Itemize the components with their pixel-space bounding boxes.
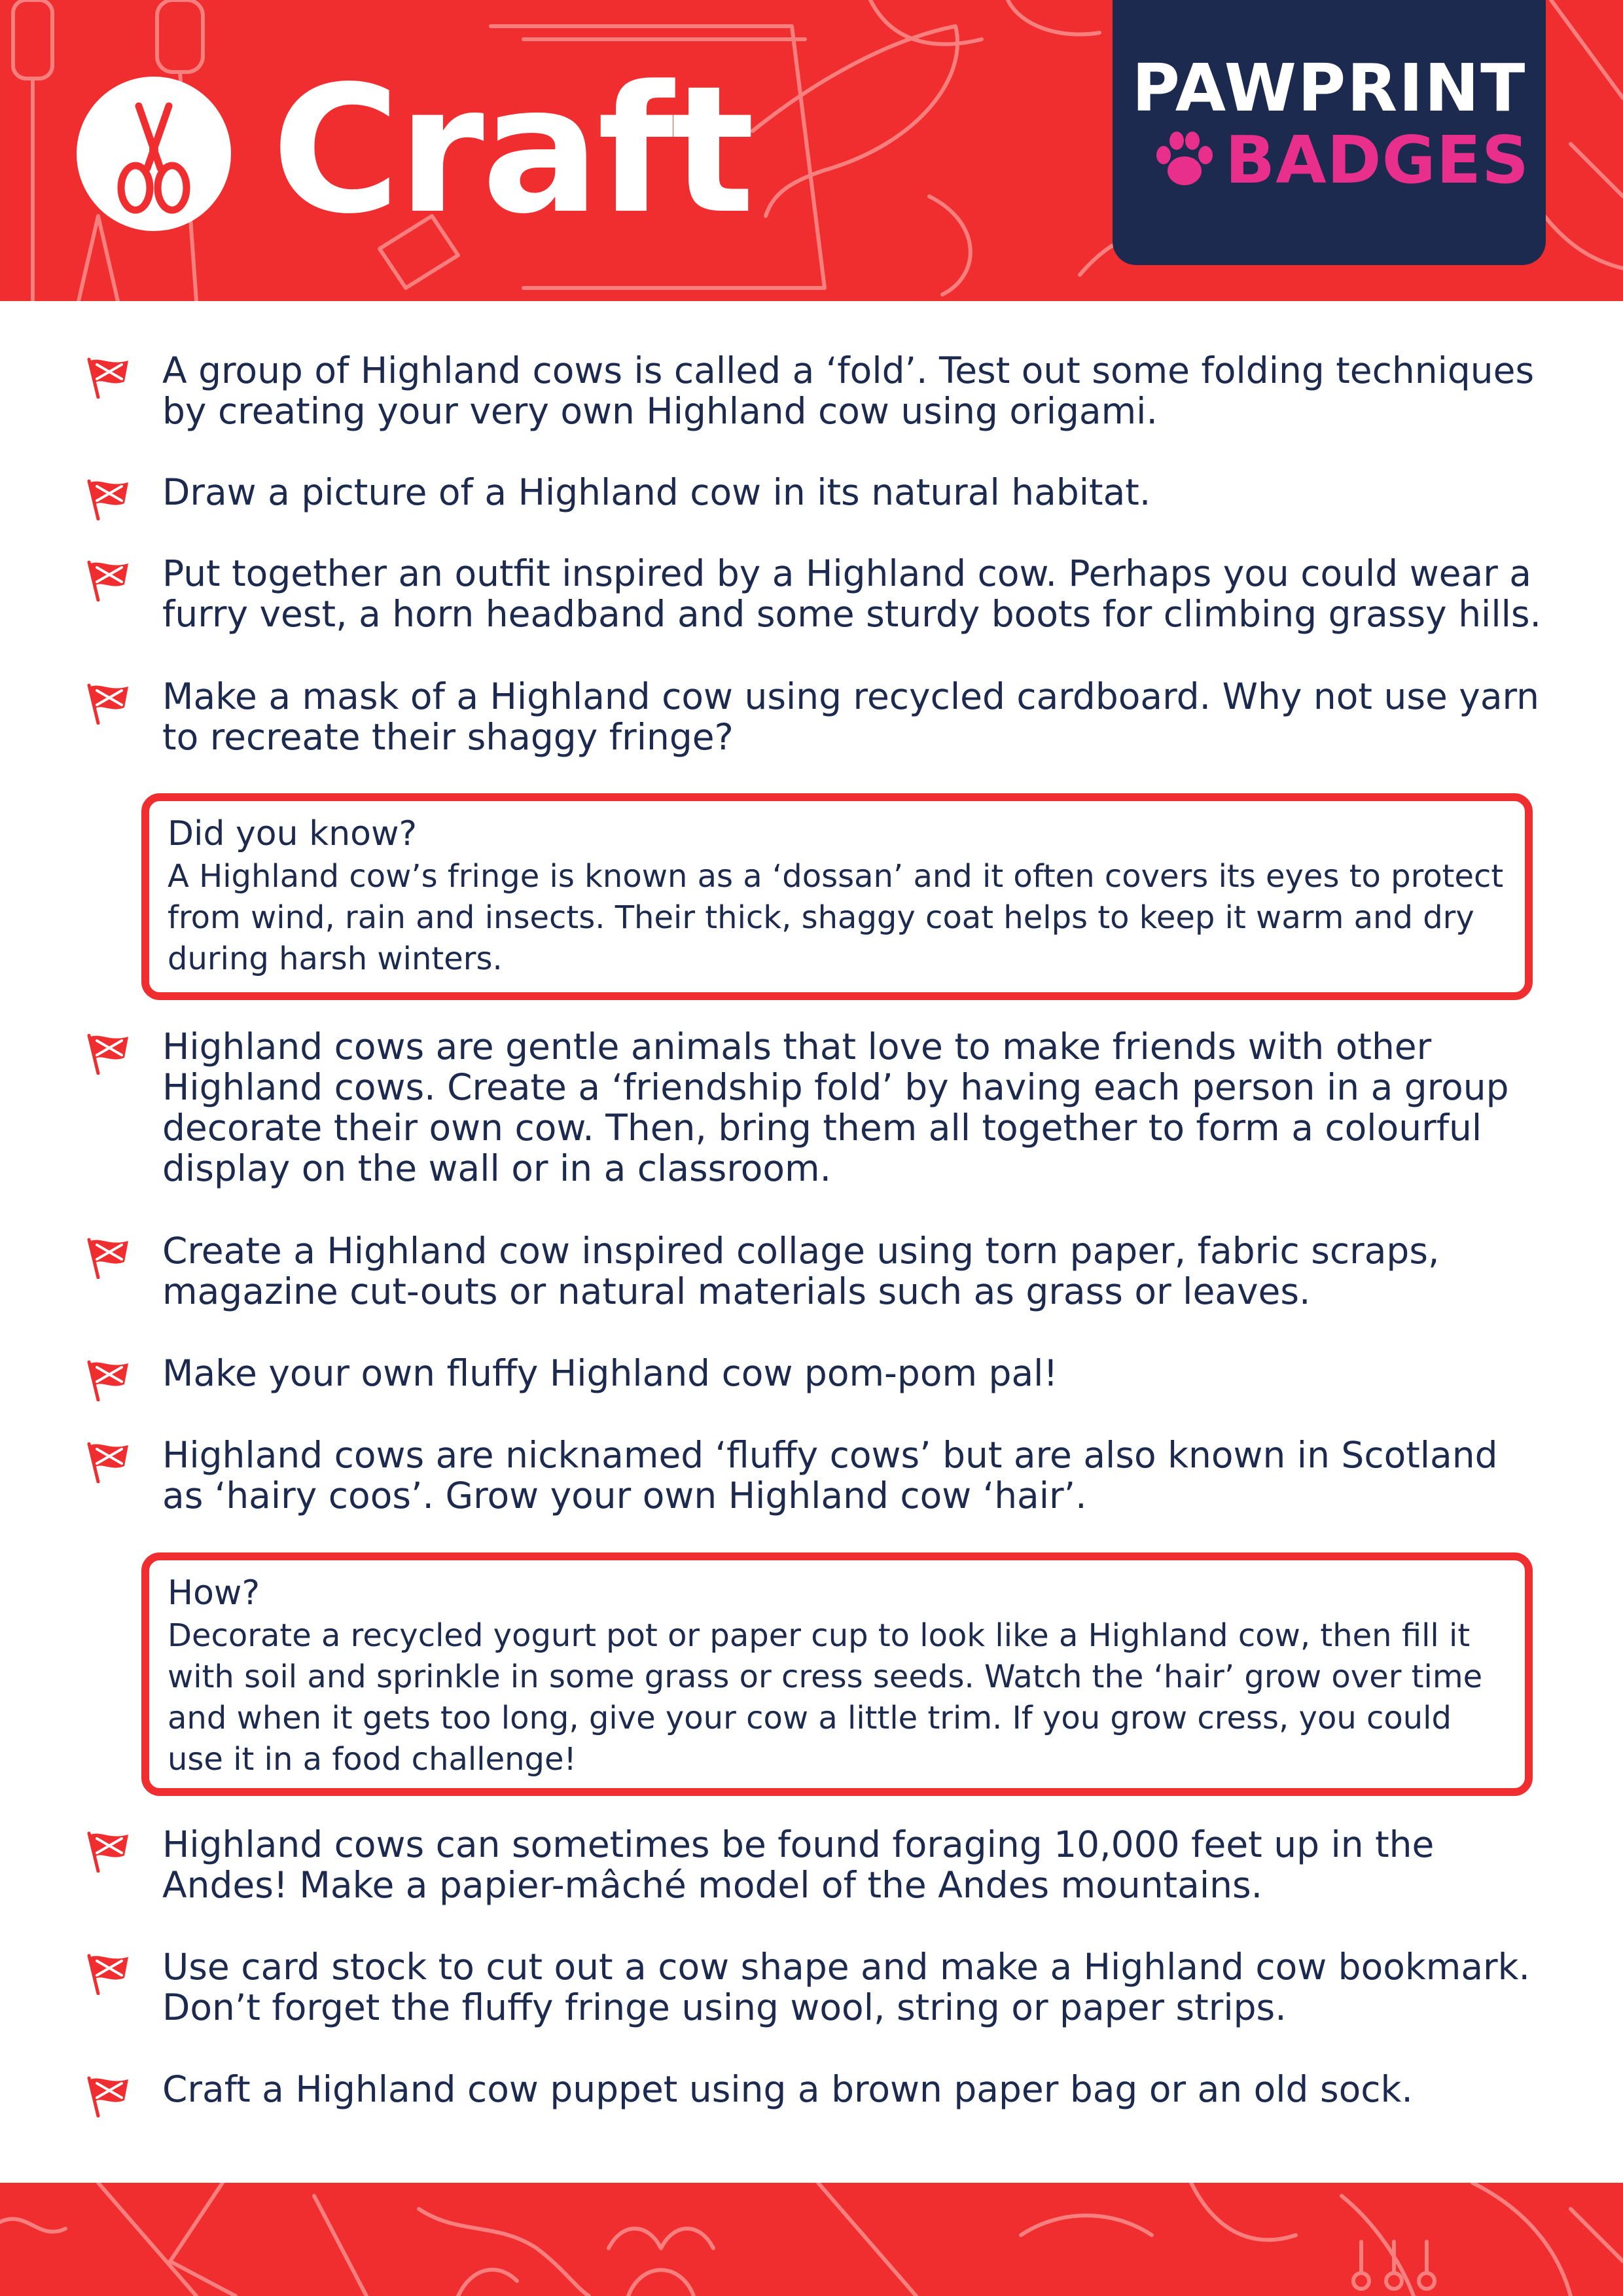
activity-text: Highland cows are nicknamed ‘fluffy cows’ but are also known in Scotland as ‘hairy coos’. Grow your own Highland cow ‘hair’. — [162, 1434, 1498, 1516]
page-title: Craft — [272, 48, 753, 253]
brand-name-line2-group — [1152, 121, 1544, 200]
flag-icon — [85, 1236, 132, 1279]
did-you-know-box — [141, 793, 1533, 1000]
scissors-icon — [77, 77, 231, 231]
activity-text: Draw a picture of a Highland cow in its natural habitat. — [162, 471, 1151, 513]
page-header — [0, 0, 1623, 301]
flag-icon — [85, 1952, 132, 1995]
activity-text: Create a Highland cow inspired collage using torn paper, fabric scraps, magazine cut-outs or natural materials such as grass or leaves. — [162, 1230, 1440, 1312]
paw-icon — [1152, 130, 1217, 190]
activity-text: A group of Highland cows is called a ‘fold’. Test out some folding techniques by creating your very own Highland cow using origami. — [162, 350, 1535, 432]
footer-doodles — [0, 2183, 1623, 2296]
activity-text: Make your own fluffy Highland cow pom-pom pal! — [162, 1352, 1058, 1394]
flag-icon — [85, 477, 132, 520]
brand-name-line2: BADGES — [1225, 122, 1530, 198]
page-footer — [0, 2183, 1623, 2296]
flag-icon — [85, 558, 132, 601]
flag-icon — [85, 1440, 132, 1483]
flag-icon — [85, 1031, 132, 1075]
activity-text: Craft a Highland cow puppet using a brown paper bag or an old sock. — [162, 2068, 1413, 2110]
scissors-badge — [77, 77, 231, 231]
activity-text: Make a mask of a Highland cow using recycled cardboard. Why not use yarn to recreate their shaggy fringe? — [162, 675, 1540, 758]
brand-logo — [1113, 0, 1546, 265]
flag-icon — [85, 1358, 132, 1401]
flag-icon — [85, 681, 132, 725]
flag-icon — [85, 355, 132, 399]
did-you-know-title: Did you know? — [168, 814, 418, 853]
activity-text: Put together an outfit inspired by a Highland cow. Perhaps you could wear a furry vest, a horn headband and some sturdy boots for climbing grassy hills. — [162, 552, 1542, 635]
activity-text: Use card stock to cut out a cow shape and make a Highland cow bookmark. Don’t forget the fluffy fringe using wool, string or paper strips. — [162, 1946, 1530, 2028]
how-title: How? — [168, 1573, 260, 1613]
activity-text: Highland cows are gentle animals that love to make friends with other Highland cows. Create a ‘friendship fold’ by having each person in a group decorate their own cow. Then, bring them all together to form a colourful display on the wall or in a classroom. — [162, 1026, 1509, 1189]
how-body: Decorate a recycled yogurt pot or paper cup to look like a Highland cow, then fill it with soil and sprinkle in some grass or cress seeds. Watch the ‘hair’ grow over time and when it gets too long, give your cow a little trim. If you grow cress, you could use it in a food challenge! — [168, 1617, 1483, 1778]
how-box — [141, 1552, 1533, 1796]
flag-icon — [85, 2074, 132, 2117]
activity-text: Highland cows can sometimes be found foraging 10,000 feet up in the Andes! Make a papier-mâché model of the Andes mountains. — [162, 1823, 1435, 1906]
did-you-know-body: A Highland cow’s fringe is known as a ‘dossan’ and it often covers its eyes to protect from wind, rain and insects. Their thick, shaggy coat helps to keep it warm and dry during harsh winters. — [168, 858, 1504, 977]
brand-name-line1: PAWPRINT — [1132, 50, 1527, 126]
flag-icon — [85, 1829, 132, 1873]
